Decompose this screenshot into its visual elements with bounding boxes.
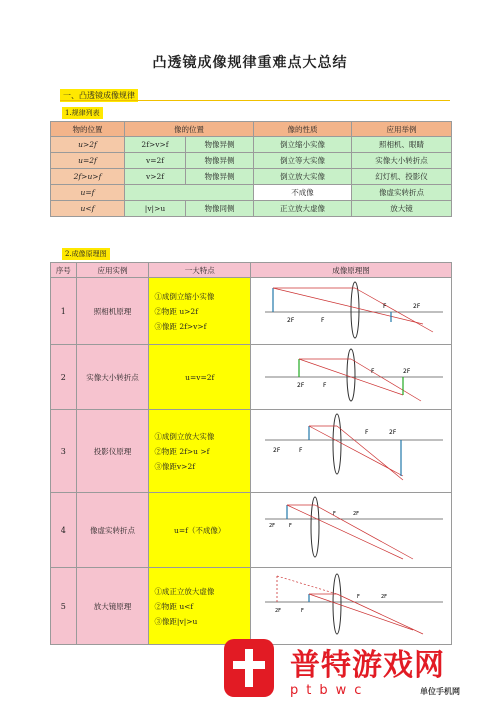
header-cell: 物的位置 bbox=[51, 122, 125, 137]
features bbox=[149, 410, 251, 493]
object-position: u>2f bbox=[51, 137, 125, 153]
example: 投影仪原理 bbox=[76, 410, 149, 493]
row-number: 1 bbox=[51, 278, 77, 345]
image-side: 物像异侧 bbox=[186, 153, 254, 169]
header-cell: 像的性质 bbox=[254, 122, 352, 137]
ray-diagram bbox=[250, 493, 451, 568]
feature-line: ③像距|v|>u bbox=[154, 616, 198, 626]
object-position: u=2f bbox=[51, 153, 125, 169]
table-row bbox=[51, 410, 452, 493]
label-2f: 2F bbox=[287, 317, 295, 324]
table-row bbox=[51, 493, 452, 568]
header-cell: 像的位置 bbox=[125, 122, 254, 137]
example: 像虚实转折点 bbox=[76, 493, 149, 568]
label-f: F bbox=[383, 303, 387, 310]
header-cell: 应用举例 bbox=[352, 122, 452, 137]
subsection-heading-list: 1.规律列表 bbox=[62, 107, 103, 119]
feature-line: ③像距 2f>v>f bbox=[154, 321, 207, 331]
object-position: u<f bbox=[51, 201, 125, 217]
image-nature: 倒立缩小实像 bbox=[254, 137, 352, 153]
features bbox=[149, 568, 251, 645]
image-side: 物像同侧 bbox=[186, 201, 254, 217]
header-cell: 一大特点 bbox=[149, 263, 251, 278]
label-2f: 2F bbox=[381, 594, 388, 600]
table-row bbox=[51, 568, 452, 645]
application: 幻灯机、投影仪 bbox=[352, 169, 452, 185]
watermark-badge: 单位手机网 bbox=[420, 687, 460, 696]
label-f: F bbox=[301, 608, 305, 614]
features bbox=[149, 345, 251, 410]
application: 像虚实转折点 bbox=[352, 185, 452, 201]
application: 照相机、眼睛 bbox=[352, 137, 452, 153]
subsection-heading-diagrams: 2.成像原理图 bbox=[62, 248, 110, 260]
table-row bbox=[51, 137, 452, 153]
example: 照相机原理 bbox=[76, 278, 149, 345]
section-heading: 一、凸透镜成像规律 bbox=[60, 89, 138, 102]
feature-line: ①成正立放大虚像 bbox=[154, 586, 215, 596]
ray-diagram bbox=[250, 568, 451, 645]
image-nature: 倒立等大实像 bbox=[254, 153, 352, 169]
image-position: 2f>v>f bbox=[125, 137, 186, 153]
image-position bbox=[125, 185, 254, 201]
label-2f: 2F bbox=[353, 511, 360, 517]
label-2f: 2F bbox=[389, 429, 397, 436]
feature-line: ③像距v>2f bbox=[154, 461, 196, 471]
label-f: F bbox=[299, 447, 303, 454]
label-f: F bbox=[371, 368, 375, 375]
image-nature: 不成像 bbox=[254, 185, 352, 201]
table-row bbox=[51, 201, 452, 217]
page-title: 凸透镜成像规律重难点大总结 bbox=[152, 55, 348, 71]
ray-diagram bbox=[250, 345, 451, 410]
header-cell: 序号 bbox=[51, 263, 77, 278]
principle-table bbox=[50, 262, 452, 645]
image-position: |v|>u bbox=[125, 201, 186, 217]
feature-line: ②物距 2f>u >f bbox=[154, 446, 210, 456]
header-cell: 成像原理图 bbox=[250, 263, 451, 278]
table-row bbox=[51, 153, 452, 169]
header-cell: 应用实例 bbox=[76, 263, 149, 278]
feature-line: ①成倒立缩小实像 bbox=[154, 291, 215, 301]
row-number: 5 bbox=[51, 568, 77, 645]
table-header-row bbox=[51, 122, 452, 137]
rules-table bbox=[50, 121, 452, 217]
row-number: 2 bbox=[51, 345, 77, 410]
label-2f: 2F bbox=[297, 382, 305, 389]
table-row bbox=[51, 185, 452, 201]
label-f: F bbox=[357, 594, 361, 600]
label-f: F bbox=[323, 382, 327, 389]
application: 放大镜 bbox=[352, 201, 452, 217]
label-2f: 2F bbox=[269, 523, 276, 529]
table-row bbox=[51, 345, 452, 410]
example: 实像大小转折点 bbox=[76, 345, 149, 410]
section-divider bbox=[60, 100, 450, 101]
feature-line: u=f（不成像） bbox=[174, 525, 226, 535]
feature-line: ②物距 u<f bbox=[154, 601, 194, 611]
features bbox=[149, 493, 251, 568]
object-position: 2f>u>f bbox=[51, 169, 125, 185]
image-nature: 正立放大虚像 bbox=[254, 201, 352, 217]
feature-line: ②物距 u>2f bbox=[154, 306, 198, 316]
features bbox=[149, 278, 251, 345]
label-f: F bbox=[333, 511, 337, 517]
image-position: v=2f bbox=[125, 153, 186, 169]
example: 放大镜原理 bbox=[76, 568, 149, 645]
label-2f: 2F bbox=[403, 368, 411, 375]
image-side: 物像异侧 bbox=[186, 137, 254, 153]
label-f: F bbox=[289, 523, 293, 529]
table-row bbox=[51, 169, 452, 185]
watermark-logo bbox=[224, 639, 274, 697]
ray-diagram bbox=[250, 278, 451, 345]
image-side: 物像异侧 bbox=[186, 169, 254, 185]
image-position: v>2f bbox=[125, 169, 186, 185]
image-nature: 倒立放大实像 bbox=[254, 169, 352, 185]
feature-line: u=v=2f bbox=[185, 372, 215, 382]
label-2f: 2F bbox=[413, 303, 421, 310]
label-2f: 2F bbox=[273, 447, 281, 454]
object-position: u=f bbox=[51, 185, 125, 201]
watermark-name: 普特游戏网 bbox=[290, 648, 445, 683]
ray-diagram bbox=[250, 410, 451, 493]
row-number: 4 bbox=[51, 493, 77, 568]
label-2f: 2F bbox=[275, 608, 282, 614]
feature-line: ①成倒立放大实像 bbox=[154, 431, 215, 441]
cross-logo-icon bbox=[224, 639, 274, 697]
watermark-url: ptbwc bbox=[290, 683, 370, 698]
table-header-row bbox=[51, 263, 452, 278]
label-f: F bbox=[321, 317, 325, 324]
application: 实像大小转折点 bbox=[352, 153, 452, 169]
table-row bbox=[51, 278, 452, 345]
row-number: 3 bbox=[51, 410, 77, 493]
label-f: F bbox=[365, 429, 369, 436]
